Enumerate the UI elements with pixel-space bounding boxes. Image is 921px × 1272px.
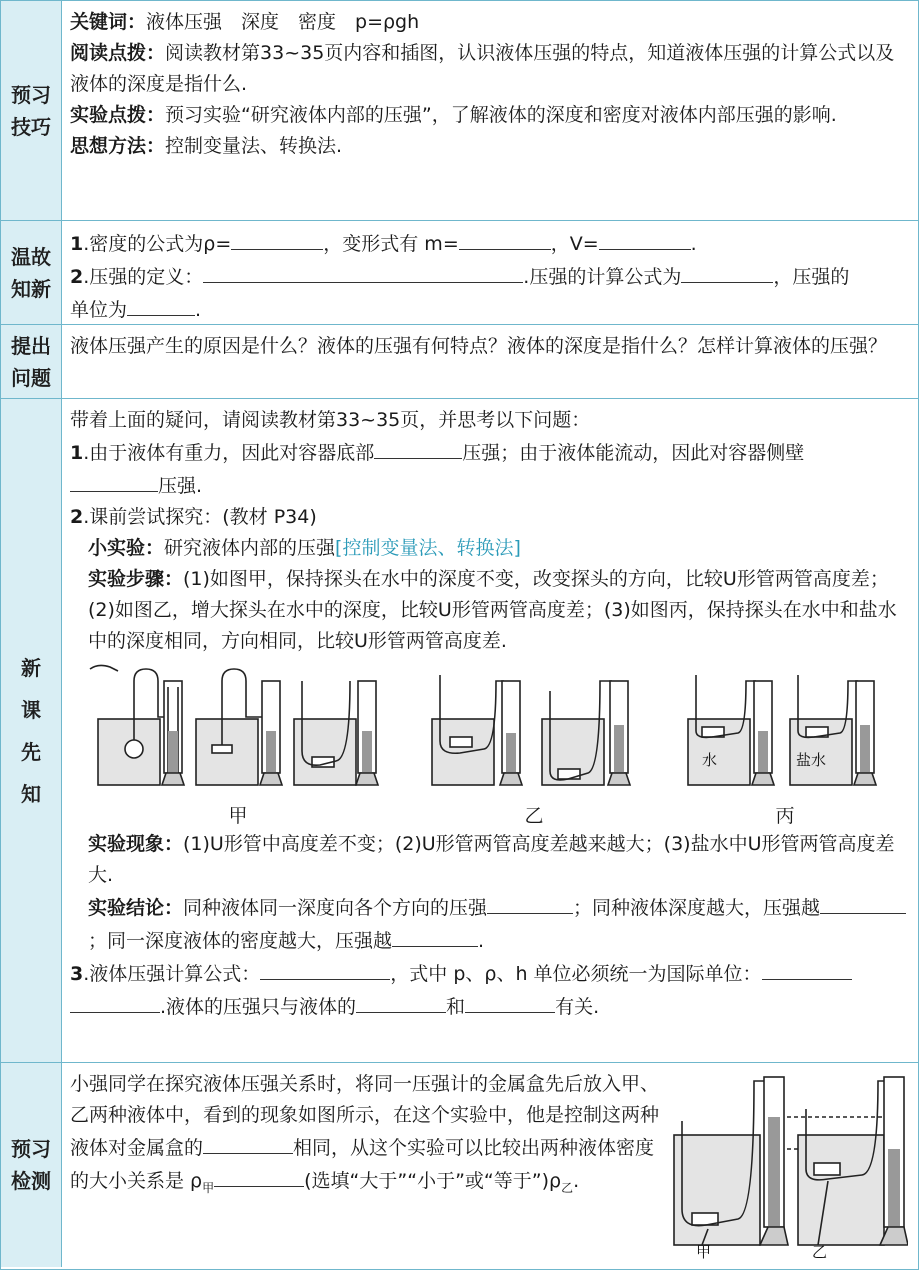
- beaker-label-saltwater: 盐水: [796, 751, 827, 769]
- new-p1-cont: 压强.: [70, 469, 908, 502]
- new-p2: 2.课前尝试探究：(教材 P34): [70, 506, 317, 528]
- answer-blank[interactable]: [374, 436, 462, 459]
- question-label: 提出问题: [1, 325, 62, 398]
- figure-yi: [424, 661, 644, 829]
- check-caption-yi: 乙: [812, 1243, 828, 1259]
- experiment-figures: [70, 657, 908, 829]
- section-check: [1, 1063, 918, 1267]
- review-content: [62, 221, 918, 324]
- answer-blank[interactable]: [70, 469, 158, 492]
- check-figure: [668, 1069, 908, 1261]
- new-p1: 1.由于液体有重力，因此对容器底部 压强；由于液体能流动，因此对容器侧壁: [70, 436, 908, 469]
- reading-tip: 阅读点拨：阅读教材第33~35页内容和插图，认识液体压强的特点，知道液体压强的计算公式以及液体的深度是指什么.: [70, 42, 895, 95]
- figure-bing: [680, 661, 890, 829]
- answer-blank[interactable]: [231, 227, 323, 250]
- experiment-conclusion: 实验结论：同种液体同一深度向各个方向的压强 ；同种液体深度越大，压强越；同一深度液体的密度越大，压强越 .: [70, 891, 908, 957]
- review-label: 温故知新: [1, 221, 62, 324]
- section-review: [1, 221, 918, 325]
- answer-blank[interactable]: [681, 260, 773, 283]
- small-experiment: 小实验：研究液体内部的压强[控制变量法、转换法]: [88, 537, 521, 559]
- apparatus-bing-drawing: [680, 661, 890, 791]
- answer-blank[interactable]: [487, 891, 573, 914]
- answer-blank[interactable]: [762, 957, 852, 980]
- section-question: [1, 325, 918, 399]
- review-q2-cont: 单位为 .: [70, 293, 908, 326]
- preview-label: 预习技巧: [1, 1, 62, 220]
- apparatus-yi-drawing: [424, 661, 644, 791]
- question-content: [62, 325, 918, 398]
- new-content: [62, 399, 918, 1062]
- answer-blank[interactable]: [70, 990, 160, 1013]
- check-apparatus-drawing: [668, 1069, 908, 1259]
- review-q2: 2.压强的定义： .压强的计算公式为 ，压强的: [70, 260, 908, 293]
- review-q1: 1.密度的公式为ρ= ，变形式有 m= ，V= .: [70, 227, 908, 260]
- section-new: [1, 399, 918, 1063]
- answer-blank[interactable]: [203, 1131, 293, 1154]
- caption-jia: 甲: [228, 805, 248, 827]
- new-intro: 带着上面的疑问，请阅读教材第33~35页，并思考以下问题：: [70, 409, 591, 431]
- check-label: 预习检测: [1, 1063, 62, 1267]
- answer-blank[interactable]: [459, 227, 551, 250]
- answer-blank[interactable]: [820, 891, 906, 914]
- check-content: [62, 1063, 918, 1267]
- answer-blank[interactable]: [203, 260, 523, 283]
- new-label: 新课先知: [1, 399, 62, 1062]
- question-text: 液体压强产生的原因是什么？液体的压强有何特点？液体的深度是指什么？怎样计算液体的压强？: [70, 335, 888, 357]
- preview-content: [62, 1, 918, 220]
- new-p3: 3.液体压强计算公式： ，式中 p、ρ、h 单位必须统一为国际单位：.液体的压强只与液体的 和 有关.: [70, 957, 908, 1023]
- experiment-tip: 实验点拨：预习实验“研究液体内部的压强”，了解液体的深度和密度对液体内部压强的影响.: [70, 104, 837, 126]
- answer-blank[interactable]: [599, 227, 691, 250]
- apparatus-jia-drawing: [88, 661, 388, 791]
- method-tip: 思想方法：控制变量法、转换法.: [70, 135, 343, 157]
- caption-bing: 丙: [775, 805, 795, 827]
- answer-blank[interactable]: [260, 957, 390, 980]
- experiment-steps: 实验步骤：(1)如图甲，保持探头在水中的深度不变，改变探头的方向，比较U形管两管高度差；(2)如图乙，增大探头在水中的深度，比较U形管两管高度差；(3)如图丙，保持探头在水中和盐水中的深度相同，方向相同，比较U形管两管高度差.: [88, 568, 897, 652]
- keywords-line: 关键词：液体压强 深度 密度 p=ρgh: [70, 11, 420, 33]
- answer-blank[interactable]: [392, 924, 478, 947]
- answer-blank[interactable]: [356, 990, 446, 1013]
- answer-blank[interactable]: [465, 990, 555, 1013]
- experiment-phenomenon: 实验现象：(1)U形管中高度差不变；(2)U形管两管高度差越来越大；(3)盐水中U形管两管高度差大.: [88, 833, 895, 886]
- section-preview: [1, 1, 918, 221]
- figure-jia: [88, 661, 388, 829]
- answer-blank[interactable]: [214, 1164, 304, 1187]
- caption-yi: 乙: [524, 805, 544, 827]
- beaker-label-water: 水: [702, 751, 718, 769]
- check-caption-jia: 甲: [696, 1243, 712, 1259]
- check-text: 小强同学在探究液体压强关系时，将同一压强计的金属盒先后放入甲、乙两种液体中，看到的现象如图所示，在这个实验中，他是控制这两种液体对金属盒的 相同，从这个实验可以比较出两种液体密度的大小关系是 $\rho_甲$ (选填“大于”“小于”或“等于$”)\rho_乙$.: [70, 1073, 660, 1195]
- answer-blank[interactable]: [127, 293, 195, 316]
